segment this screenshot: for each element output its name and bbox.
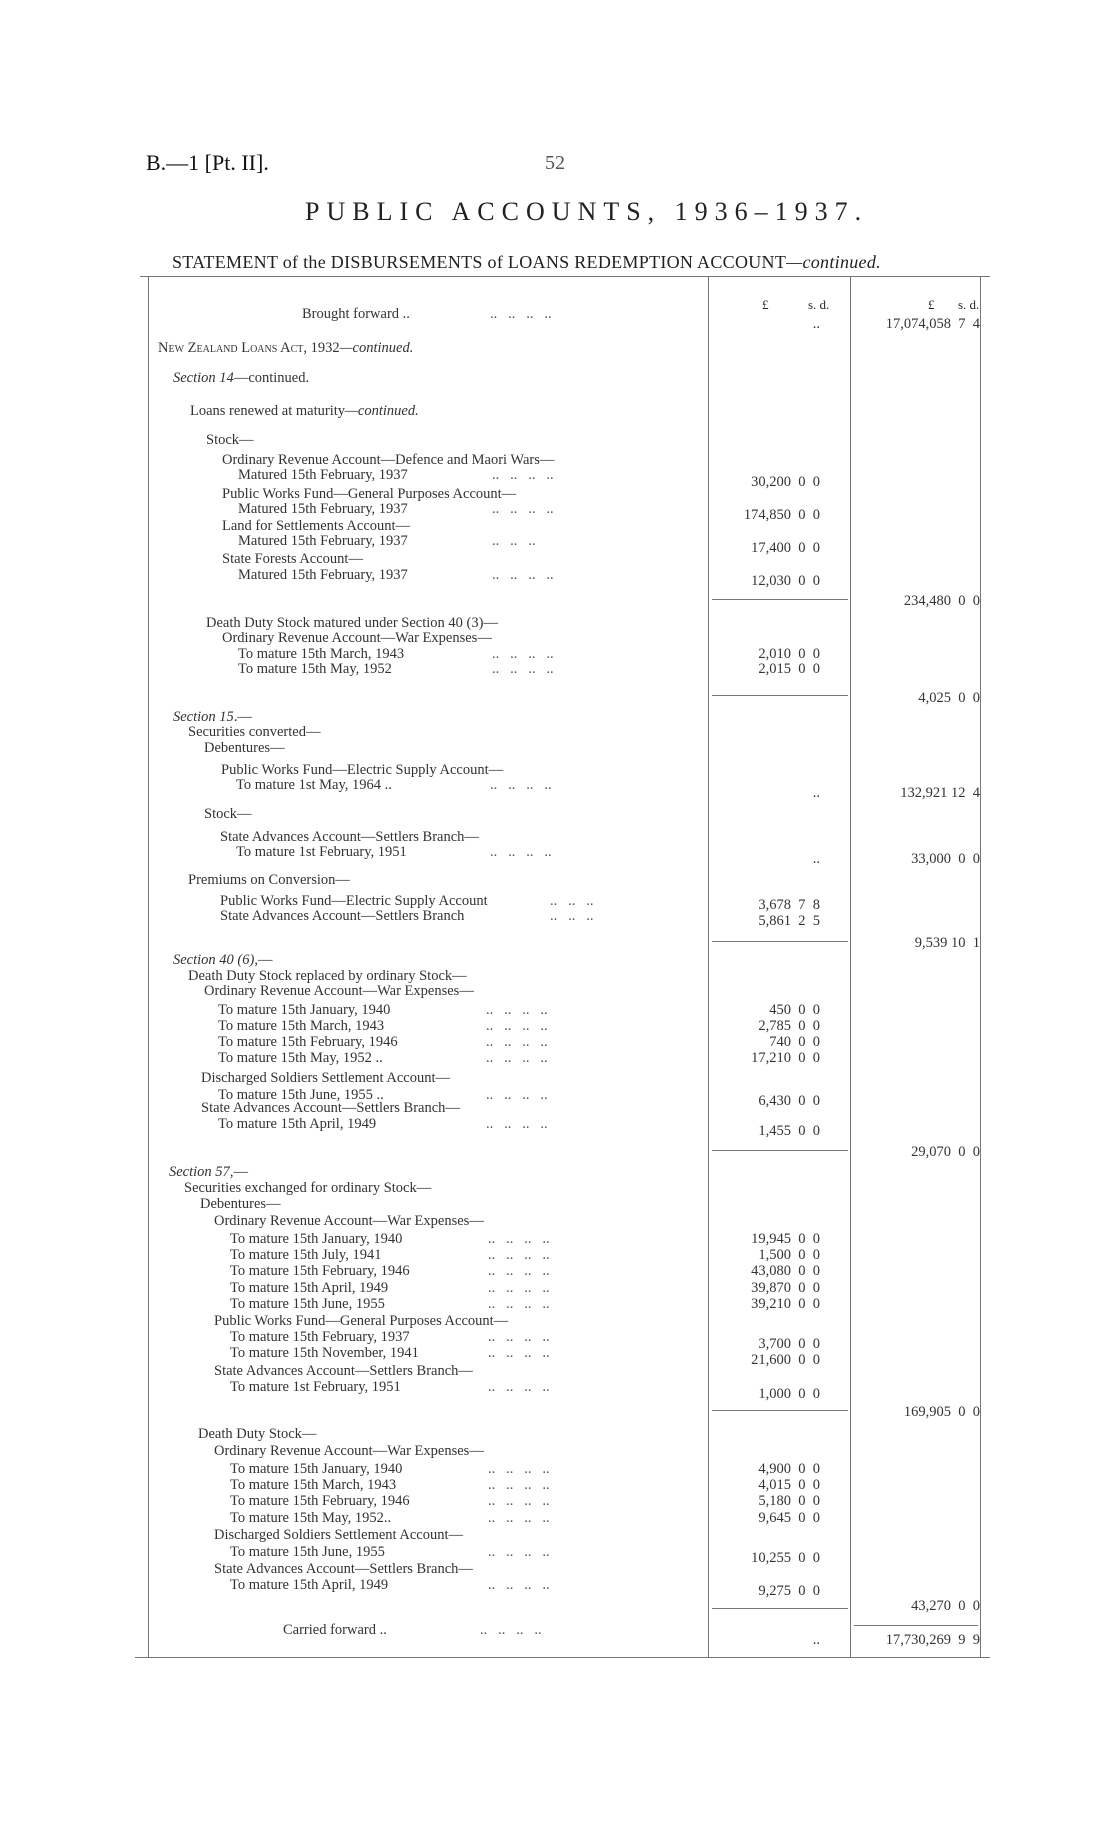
row-label: To mature 15th June, 1955 .. xyxy=(218,1087,384,1103)
row-label: Brought forward .. xyxy=(302,306,410,322)
row-label: To mature 15th June, 1955 xyxy=(230,1296,385,1312)
amount-col2: 9,539 10 1 xyxy=(914,935,980,951)
table-row xyxy=(0,370,1114,386)
section-heading xyxy=(169,1164,248,1180)
table-row xyxy=(0,646,1114,662)
table-row xyxy=(0,762,1114,778)
amount-col1: 4,015 0 0 xyxy=(758,1477,820,1493)
row-label: Matured 15th February, 1937 xyxy=(238,501,408,517)
amount-col1: 10,255 0 0 xyxy=(751,1550,820,1566)
amount-col1: .. xyxy=(812,851,820,867)
col1-sd-header: s. d. xyxy=(808,297,830,312)
continued-label: —continued. xyxy=(345,403,419,419)
amount-col1: .. xyxy=(812,316,820,332)
table-row xyxy=(0,1477,1114,1493)
table-row xyxy=(0,661,1114,677)
amount-col1: .. xyxy=(812,785,820,801)
amount-col1: 19,945 0 0 xyxy=(751,1231,820,1247)
leader-dots: .. .. .. .. xyxy=(488,1345,550,1361)
table-row xyxy=(0,1100,1114,1116)
row-label: To mature 15th January, 1940 xyxy=(218,1002,391,1018)
table-row xyxy=(0,1583,1114,1599)
leader-dots: .. .. .. .. xyxy=(480,1622,542,1638)
table-row xyxy=(0,1263,1114,1279)
row-label: Premiums on Conversion— xyxy=(188,872,350,888)
row-label: To mature 15th April, 1949 xyxy=(230,1280,389,1296)
section-suffix: ,— xyxy=(254,952,273,968)
section-label: Section 14 xyxy=(173,370,234,386)
row-label: To mature 15th February, 1937 xyxy=(230,1329,410,1345)
leader-dots: .. .. .. .. xyxy=(486,1050,548,1066)
row-label: Discharged Soldiers Settlement Account— xyxy=(214,1527,464,1543)
table-row xyxy=(0,1313,1114,1329)
amount-col2: 132,921 12 4 xyxy=(900,785,980,801)
amount-col2: 33,000 0 0 xyxy=(911,851,980,867)
amount-col2: 29,070 0 0 xyxy=(911,1144,980,1160)
amount-col1: 17,400 0 0 xyxy=(751,540,820,556)
table-row xyxy=(0,1144,1114,1160)
table-row xyxy=(0,913,1114,929)
row-label: Public Works Fund—General Purposes Account— xyxy=(222,486,517,502)
table-row xyxy=(0,1461,1114,1477)
leader-dots: .. .. .. .. xyxy=(488,1329,550,1345)
leader-dots: .. .. .. .. xyxy=(488,1296,550,1312)
table-row xyxy=(0,1180,1114,1196)
table-row xyxy=(0,1034,1114,1050)
amount-col1: 3,678 7 8 xyxy=(758,897,820,913)
leader-dots: .. .. .. .. xyxy=(488,1493,550,1509)
table-row xyxy=(0,1561,1114,1577)
table-row xyxy=(0,486,1114,502)
page-title: PUBLIC ACCOUNTS, 1936–1937. xyxy=(305,197,869,226)
row-label: To mature 15th April, 1949 xyxy=(218,1116,377,1132)
row-label: To mature 15th March, 1943 xyxy=(218,1018,385,1034)
table-row xyxy=(0,740,1114,756)
leader-dots: .. .. .. .. xyxy=(492,646,554,662)
leader-dots: .. .. .. .. xyxy=(492,661,554,677)
table-row xyxy=(0,690,1114,706)
leader-dots: .. .. .. xyxy=(550,908,594,924)
leader-dots: .. .. .. xyxy=(550,893,594,909)
row-label: To mature 15th November, 1941 xyxy=(230,1345,419,1361)
row-label: Public Works Fund—Electric Supply Account— xyxy=(221,762,504,778)
row-label: Death Duty Stock matured under Section 40 (3)— xyxy=(206,615,498,631)
row-label: To mature 15th May, 1952 xyxy=(238,661,392,677)
section-label: Section 57 xyxy=(169,1164,230,1180)
section-heading xyxy=(173,709,252,725)
amount-col1: .. xyxy=(812,1632,820,1648)
table-row xyxy=(0,968,1114,984)
row-label: State Advances Account—Settlers Branch— xyxy=(201,1100,460,1116)
table-row xyxy=(0,1510,1114,1526)
document-code: B.—1 [Pt. II]. xyxy=(146,150,269,175)
amount-col1: 740 0 0 xyxy=(769,1034,820,1050)
section-heading xyxy=(173,952,272,968)
table-row xyxy=(0,724,1114,740)
row-label: Ordinary Revenue Account—War Expenses— xyxy=(204,983,474,999)
table-row xyxy=(0,1363,1114,1379)
amount-col1: 450 0 0 xyxy=(769,1002,820,1018)
leader-dots: .. .. .. .. xyxy=(486,1002,548,1018)
table-row xyxy=(0,1493,1114,1509)
leader-dots: .. .. .. .. xyxy=(490,777,552,793)
row-label: Ordinary Revenue Account—War Expenses— xyxy=(214,1443,484,1459)
leader-dots: .. .. .. .. xyxy=(486,1116,548,1132)
row-label: To mature 15th February, 1946 xyxy=(218,1034,398,1050)
row-label: To mature 15th July, 1941 xyxy=(230,1247,382,1263)
row-label: Stock— xyxy=(204,806,252,822)
row-label: Land for Settlements Account— xyxy=(222,518,411,534)
table-row xyxy=(0,1632,1114,1648)
table-row xyxy=(0,1196,1114,1212)
table-row xyxy=(0,1296,1114,1312)
amount-col1: 9,645 0 0 xyxy=(758,1510,820,1526)
table-row xyxy=(0,630,1114,646)
leader-dots: .. .. .. .. xyxy=(488,1247,550,1263)
leader-dots: .. .. .. .. xyxy=(492,467,554,483)
section-label: Section 15 xyxy=(173,709,234,725)
amount-col2: 43,270 0 0 xyxy=(911,1598,980,1614)
row-label: State Forests Account— xyxy=(222,551,363,567)
row-label: Securities converted— xyxy=(188,724,321,740)
section-heading xyxy=(173,370,309,386)
row-label: Death Duty Stock— xyxy=(198,1426,317,1442)
table-row xyxy=(0,829,1114,845)
leader-dots: .. .. .. .. xyxy=(488,1577,550,1593)
row-label: Matured 15th February, 1937 xyxy=(238,567,408,583)
col2-pound-header: £ xyxy=(928,297,935,312)
table-row xyxy=(0,1443,1114,1459)
leader-dots: .. .. .. .. xyxy=(488,1263,550,1279)
col2-sd-header: s. d. xyxy=(958,297,980,312)
row-label: Public Works Fund—Electric Supply Account xyxy=(220,893,488,909)
amount-col1: 30,200 0 0 xyxy=(751,474,820,490)
table-row xyxy=(0,1386,1114,1402)
row-label: To mature 15th February, 1946 xyxy=(230,1263,410,1279)
leader-dots: .. .. .. .. xyxy=(488,1280,550,1296)
table-row xyxy=(0,573,1114,589)
row-label: To mature 15th May, 1952.. xyxy=(230,1510,392,1526)
row-label: State Advances Account—Settlers Branch— xyxy=(220,829,479,845)
continued-label: —continued. xyxy=(233,370,310,386)
table-row xyxy=(0,1213,1114,1229)
col1-pound-header: £ xyxy=(762,297,769,312)
table-row xyxy=(0,551,1114,567)
section-suffix: ,— xyxy=(229,1164,248,1180)
statement-subtitle xyxy=(172,252,881,273)
leader-dots: .. .. .. .. xyxy=(490,306,552,322)
row-label: To mature 15th January, 1940 xyxy=(230,1231,403,1247)
table-bottom-rule xyxy=(135,1657,990,1658)
table-row xyxy=(0,952,1114,968)
subtitle-continued: —continued. xyxy=(786,252,881,272)
leader-dots: .. .. .. .. xyxy=(488,1544,550,1560)
amount-col1: 4,900 0 0 xyxy=(758,1461,820,1477)
table-row xyxy=(0,806,1114,822)
amount-col1: 1,455 0 0 xyxy=(758,1123,820,1139)
table-row xyxy=(0,1018,1114,1034)
table-row xyxy=(0,1123,1114,1139)
row-label: Debentures— xyxy=(204,740,285,756)
table-row xyxy=(0,983,1114,999)
row-label: Ordinary Revenue Account—Defence and Maori Wars— xyxy=(222,452,555,468)
row-label: To mature 15th May, 1952 .. xyxy=(218,1050,383,1066)
table-row xyxy=(0,593,1114,609)
amount-col1: 174,850 0 0 xyxy=(743,507,820,523)
leader-dots: .. .. .. .. xyxy=(492,501,554,517)
table-row xyxy=(0,615,1114,631)
leader-dots: .. .. .. xyxy=(492,533,536,549)
table-row xyxy=(0,1598,1114,1614)
amount-col1: 12,030 0 0 xyxy=(751,573,820,589)
table-row xyxy=(0,518,1114,534)
row-label: To mature 15th March, 1943 xyxy=(238,646,405,662)
section-label: Section 40 (6) xyxy=(173,952,255,968)
row-label: Matured 15th February, 1937 xyxy=(238,467,408,483)
row-label: Ordinary Revenue Account—War Expenses— xyxy=(214,1213,484,1229)
row-label: To mature 15th April, 1949 xyxy=(230,1577,389,1593)
amount-col1: 6,430 0 0 xyxy=(758,1093,820,1109)
row-label: Discharged Soldiers Settlement Account— xyxy=(201,1070,451,1086)
amount-col1: 17,210 0 0 xyxy=(751,1050,820,1066)
row-label: Loans renewed at maturity xyxy=(190,403,346,419)
table-row xyxy=(0,1164,1114,1180)
row-label: Public Works Fund—General Purposes Account— xyxy=(214,1313,509,1329)
continued-label: —continued. xyxy=(339,340,414,356)
carried-forward-label: Carried forward .. xyxy=(283,1622,387,1638)
table-row xyxy=(0,872,1114,888)
subtitle-main: STATEMENT of the DISBURSEMENTS of LOANS REDEMPTION ACCOUNT xyxy=(172,252,787,272)
leader-dots: .. .. .. .. xyxy=(492,567,554,583)
table-row xyxy=(0,340,1114,356)
amount-col2: 169,905 0 0 xyxy=(903,1404,980,1420)
table-row xyxy=(0,1247,1114,1263)
amount-col1: 43,080 0 0 xyxy=(751,1263,820,1279)
leader-dots: .. .. .. .. xyxy=(490,844,552,860)
amount-col2: 17,074,058 7 4 xyxy=(885,316,980,332)
carried-forward-total: 17,730,269 9 9 xyxy=(885,1632,980,1648)
table-row xyxy=(0,785,1114,801)
amount-col1: 39,210 0 0 xyxy=(751,1296,820,1312)
table-row xyxy=(0,1404,1114,1420)
row-label: To mature 15th March, 1943 xyxy=(230,1477,397,1493)
row-label: State Advances Account—Settlers Branch— xyxy=(214,1363,473,1379)
table-row xyxy=(0,1280,1114,1296)
leader-dots: .. .. .. .. xyxy=(486,1034,548,1050)
amount-col1: 3,700 0 0 xyxy=(758,1336,820,1352)
table-row xyxy=(0,1050,1114,1066)
leader-dots: .. .. .. .. xyxy=(488,1461,550,1477)
amount-col1: 5,180 0 0 xyxy=(758,1493,820,1509)
amount-col1: 2,785 0 0 xyxy=(758,1018,820,1034)
row-label: Debentures— xyxy=(200,1196,281,1212)
table-row xyxy=(0,1527,1114,1543)
leader-dots: .. .. .. .. xyxy=(488,1510,550,1526)
leader-dots: .. .. .. .. xyxy=(488,1379,550,1395)
table-row xyxy=(0,1002,1114,1018)
amount-col1: 5,861 2 5 xyxy=(758,913,820,929)
leader-dots: .. .. .. .. xyxy=(486,1018,548,1034)
amount-col1: 9,275 0 0 xyxy=(758,1583,820,1599)
row-label: State Advances Account—Settlers Branch xyxy=(220,908,465,924)
row-label: To mature 1st February, 1951 xyxy=(236,844,407,860)
amount-col1: 2,015 0 0 xyxy=(758,661,820,677)
row-label: Stock— xyxy=(206,432,254,448)
subheading xyxy=(190,403,419,419)
act-title: New Zealand Loans Act, 1932 xyxy=(158,340,340,356)
leader-dots: .. .. .. .. xyxy=(488,1231,550,1247)
row-label: To mature 15th February, 1946 xyxy=(230,1493,410,1509)
table-row xyxy=(0,1070,1114,1086)
amount-col2: 234,480 0 0 xyxy=(903,593,980,609)
amount-col1: 39,870 0 0 xyxy=(751,1280,820,1296)
row-label: Ordinary Revenue Account—War Expenses— xyxy=(222,630,492,646)
table-row xyxy=(0,452,1114,468)
row-label: State Advances Account—Settlers Branch— xyxy=(214,1561,473,1577)
row-label: To mature 15th June, 1955 xyxy=(230,1544,385,1560)
table-top-rule xyxy=(140,276,990,277)
table-row xyxy=(0,403,1114,419)
row-label: Securities exchanged for ordinary Stock— xyxy=(184,1180,432,1196)
row-label: To mature 15th January, 1940 xyxy=(230,1461,403,1477)
table-row xyxy=(0,851,1114,867)
row-label: Death Duty Stock replaced by ordinary Stock— xyxy=(188,968,467,984)
amount-col1: 21,600 0 0 xyxy=(751,1352,820,1368)
page-number: 52 xyxy=(545,152,565,174)
row-label: Matured 15th February, 1937 xyxy=(238,533,408,549)
leader-dots: .. .. .. .. xyxy=(488,1477,550,1493)
section-suffix: .— xyxy=(233,709,252,725)
table-row xyxy=(0,316,1114,332)
amount-col2: 4,025 0 0 xyxy=(918,690,980,706)
leader-dots: .. .. .. .. xyxy=(486,1087,548,1103)
table-row xyxy=(0,1231,1114,1247)
table-row xyxy=(0,935,1114,951)
row-label: To mature 1st May, 1964 .. xyxy=(236,777,392,793)
row-label: To mature 1st February, 1951 xyxy=(230,1379,401,1395)
table-row xyxy=(0,432,1114,448)
table-row xyxy=(0,709,1114,725)
table-row xyxy=(0,1426,1114,1442)
amount-col1: 1,500 0 0 xyxy=(758,1247,820,1263)
act-heading xyxy=(158,340,413,356)
amount-col1: 1,000 0 0 xyxy=(758,1386,820,1402)
amount-col1: 2,010 0 0 xyxy=(758,646,820,662)
